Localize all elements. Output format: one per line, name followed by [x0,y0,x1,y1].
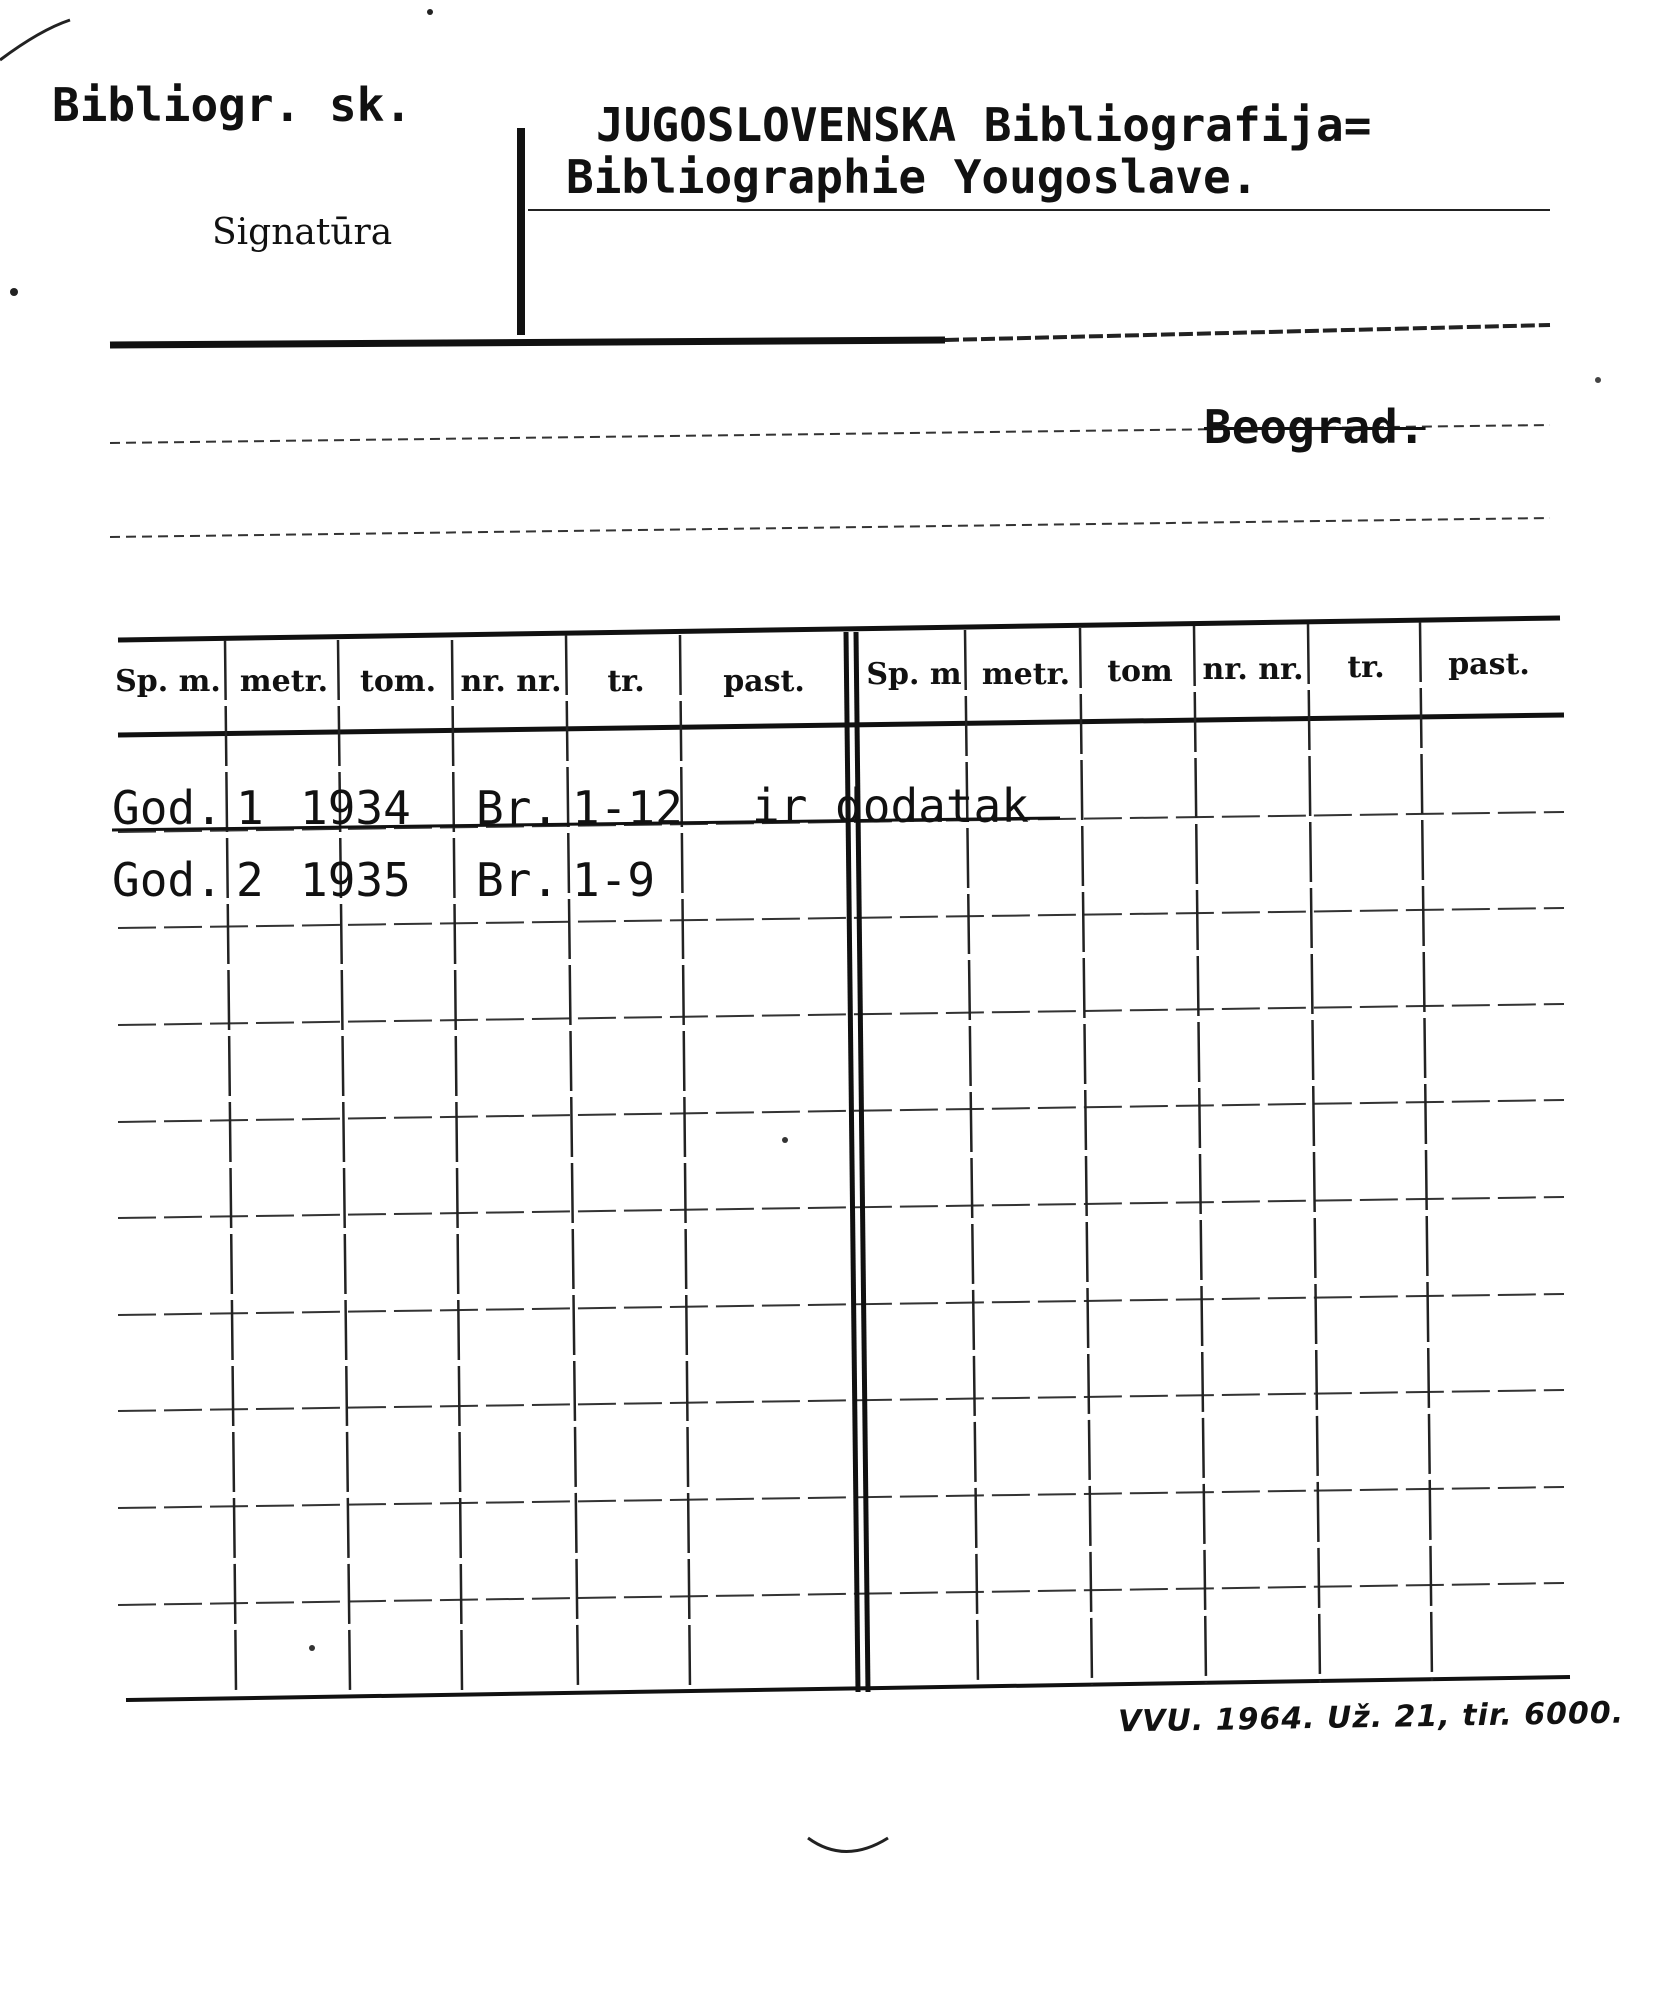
header-nr-nr: nr. nr. [460,664,562,699]
header-nr-nr-right: nr. nr. [1202,652,1304,687]
row1-year: 1934 [300,781,411,835]
header-past: past. [723,664,805,699]
row1-supplement: ir dodatak [752,779,1029,833]
header-tr-right: tr. [1347,650,1385,685]
row2-year: 1935 [300,853,411,907]
header-metr-right: metr. [981,657,1071,692]
title-line-1: JUGOSLOVENSKA Bibliografija= [596,98,1372,152]
header-bottom-rule [110,340,945,345]
row1-issue-range: 1-12 [572,781,683,835]
row2-volume: 2 [236,853,264,907]
row2-god: God. [112,853,223,907]
place-of-publication: Beograd. [1204,400,1426,454]
header-past-right: past. [1448,647,1530,682]
row1-volume: 1 [236,781,264,835]
print-run-note: VVU. 1964. Už. 21, tir. 6000. [1117,1695,1625,1740]
title-line-2: Bibliographie Yougoslave. [566,150,1259,204]
row1-br: Br. [476,781,560,835]
table-row-lines [118,812,1564,1605]
header-tr: tr. [607,664,645,699]
header-metr: metr. [239,664,329,699]
row2-issue-range: 1-9 [572,853,656,907]
header-tom-right: tom [1107,654,1173,689]
header-sp-m: Sp. m. [115,664,221,699]
table-top-rule [118,618,1560,640]
table-bottom-rule [126,1677,1570,1700]
table-header-rule [118,715,1564,735]
row1-god: God. [112,781,223,835]
place-line-2 [110,518,1550,537]
header-tom: tom. [359,664,437,699]
header-sp-m-right: Sp. m [866,657,962,692]
bottom-arc [808,1838,888,1852]
row2-br: Br. [476,853,560,907]
signature-code: Bibliogr. sk. [52,78,413,132]
signature-label: Signatūra [212,212,393,253]
